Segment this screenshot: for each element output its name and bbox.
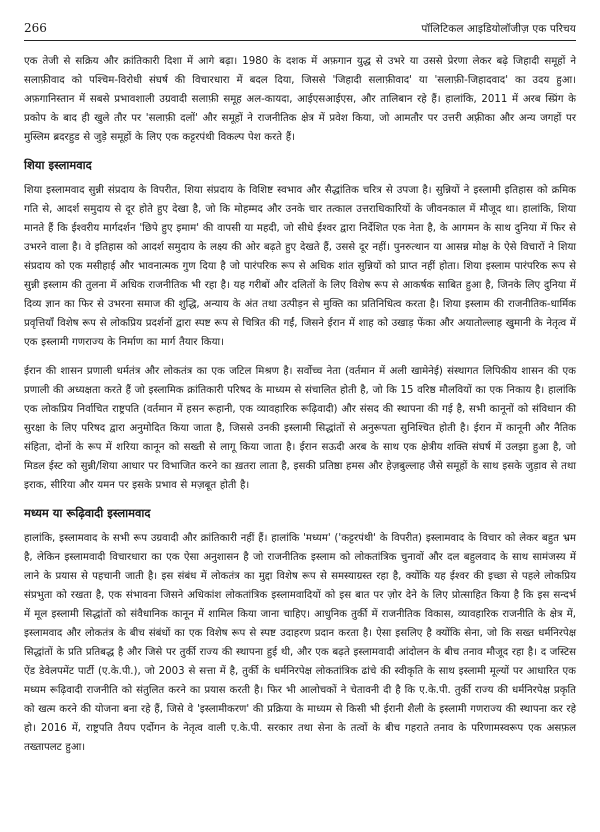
page-number: 266 [24,21,47,35]
paragraph-iran-governance: ईरान की शासन प्रणाली धर्मतंत्र और लोकतंत्र का एक जटिल मिश्रण है। सर्वोच्च नेता (वर्तमान में अली खामेनेई) संस्थागत लिपिकीय शासन की एक प्रणाली की अध्यक्षता करते हैं जो इस्लामिक क्रांतिकारी परिषद के माध्यम से संचालित होती है, जो कि 15 वरिष्ठ मौलवियों का एक निकाय है। हालांकि एक लोकप्रिय निर्वाचित राष्ट्रपति (वर्तमान में हसन रूहानी, एक व्यावहारिक रूढ़िवादी) और संसद की स्थापना की गई है, सभी कानूनों को संविधान की सुरक्षा के लिए परिषद द्वारा अनुमोदित किया जाता है, जिससे उनकी इस्लामी सिद्धांतों से अनुरूपता सुनिश्चित होती है। ईरान में कानूनी और नैतिक संहिता, दोनों के रूप में शरिया कानून को सख्ती से लागू किया जाता है। ईरान सऊदी अरब के साथ एक क्षेत्रीय शक्ति संघर्ष में उलझा हुआ है, जो मिडल ईस्ट को सुन्नी/शिया आधार पर विभाजित करने का ख़तरा लाता है, इसकी प्रतिष्ठा हमस और हेज़बुल्लाह जैसे समूहों के साथ इसके जुड़ाव से तथा इराक, सीरिया और यमन पर इसके प्रभाव से मज़बूत होती है। [24,366,576,491]
paragraph-shia-islamism: शिया इस्लामवाद सुन्नी संप्रदाय के विपरीत, शिया संप्रदाय के विशिष्ट स्वभाव और सैद्धांतिक चरित्र से उपजा है। सुन्नियों ने इस्लामी इतिहास को क्रमिक गति से, आदर्श समुदाय से दूर होते हुए देखा है, जो कि मोहम्मद और उनके चार तत्काल उत्तराधिकारियों के जीवनकाल में मौजूद था। हालांकि, शिया मानते हैं कि ईश्वरीय मार्गदर्शन 'छिपे हुए इमाम' की वापसी या महदी, जो सीधे ईश्वर द्वारा निर्देशित एक नेता है, के आगमन के साथ दुनिया में फिर से उभरने वाला है। वे इतिहास को आदर्श समुदाय के लक्ष्य की ओर बढ़ते हुए देखते हैं, उससे दूर नहीं। पुनरुत्थान या आसन्न मोक्ष के ऐसे विचारों ने शिया संप्रदाय को एक मसीहाई और भावनात्मक गुण दिया है जो पारंपरिक रूप से अधिक शांत सुन्नियों को प्राप्त नहीं होता। शिया इस्लाम पारंपरिक रूप से सुन्नी इस्लाम की तुलना में अधिक राजनीतिक भी रहा है। यह गरीबों और दलितों के लिए विशेष रूप से आकर्षक साबित हुआ है, जिनके लिए दुनिया में दिव्य ज्ञान का फिर से उभरना समाज की शुद्धि, अन्याय के अंत तथा उत्पीड़न से मुक्ति का प्रतिनिधित्व करता है। शिया इस्लाम की राजनीतिक-धार्मिक प्रवृत्तियाँ विशेष रूप से लोकप्रिय प्रदर्शनों द्वारा स्पष्ट रूप से चित्रित की गईं, जिसने ईरान में शाह को उखाड़ फेंका और अयातोल्लाह खुमानी के नेतृत्व में एक इस्लामी गणराज्य के निर्माण का मार्ग तैयार किया। [24,185,576,348]
header-rule [24,40,576,41]
section-heading-shia-islamism: शिया इस्लामवाद [24,158,92,172]
running-header [24,0,576,36]
paragraph-salafi-jihadism: एक तेजी से सक्रिय और क्रांतिकारी दिशा में आगे बढ़ा। 1980 के दशक में अफ़गान युद्ध से उभरे या उससे प्रेरणा लेकर बढ़े जिहादी समूहों ने सलाफ़ीवाद को पश्चिम-विरोधी संघर्ष की विचारधारा में बदल दिया, जिससे 'जिहादी सलाफ़ीवाद' या 'सलाफ़ी-जिहादवाद' का उदय हुआ। अफ़गानिस्तान में सबसे प्रभावशाली उग्रवादी सलाफ़ी समूह अल-कायदा, आईएसआईएस, और तालिबान रहे हैं। हालांकि, 2011 में अरब स्प्रिंग के प्रकोप के बाद ही खुले तौर पर 'सलाफ़ी दलों' और समूहों ने राजनीतिक क्षेत्र में प्रवेश किया, जो आमतौर पर उत्तरी अफ़्रीका और अन्य जगहों पर मुस्लिम ब्रदरहुड से जुड़े समूहों के लिए एक कट्टरपंथी विकल्प पेश करते हैं। [24,56,576,143]
body-text [24,52,576,757]
running-title: पॉलिटिकल आइडियोलॉजीज़ एक परिचय [421,23,576,35]
paragraph-moderate-islamism: हालांकि, इस्लामवाद के सभी रूप उग्रवादी और क्रांतिकारी नहीं हैं। हालांकि 'मध्यम' ('कट्टरपंथी' के विपरीत) इस्लामवाद के विचार को लेकर बहुत भ्रम है, लेकिन इस्लामवादी विचारधारा का एक ऐसा अनुशासन है जो राजनीतिक इस्लाम को लोकतांत्रिक चुनावों और दल बहुलवाद के साथ सामंजस्य में लाने के प्रयास से पहचानी जाती है। इस संबंध में लोकतंत्र का मुद्दा विशेष रूप से समस्याग्रस्त रहा है, क्योंकि यह ईश्वर की इच्छा से पहले लोकप्रिय संप्रभुता को रखता है, एक संभावना जिसने अधिकांश लोकतांत्रिक इस्लामवादियों को इस बात पर ज़ोर देने के लिए प्रोत्साहित किया है कि इस सन्दर्भ में मूल इस्लामी सिद्धांतों को संवैधानिक कानून में शामिल किया जाना चाहिए। आधुनिक तुर्की में राजनीतिक विकास, व्यावहारिक राजनीति के क्षेत्र में, इस्लामवाद और लोकतंत्र के बीच संबंधों का एक विशेष रूप से स्पष्ट उदाहरण प्रदान करता है। ऐसा इसलिए है क्योंकि सेना, जो कि सख्त धर्मनिरपेक्ष सिद्धांतों के प्रति प्रतिबद्ध है और जिसे पर तुर्की राज्य की स्थापना हुई थी, और एक बढ़ते इस्लामवादी आंदोलन के बीच तनाव मौजूद रहा है। द जस्टिस ऐंड डेवेलपमेंट पार्टी (ए.के.पी.), जो 2003 से सत्ता में है, तुर्की के धर्मनिरपेक्ष लोकतांत्रिक ढांचे की स्वीकृति के साथ इस्लामी मूल्यों पर आधारित एक मध्यम रूढ़िवादी राजनीति को संतुलित करने का प्रयास करती है। फिर भी आलोचकों ने चेतावनी दी है कि ए.के.पी. तुर्की राज्य की धर्मनिरपेक्ष प्रकृति को खत्म करने की योजना बना रहे हैं, जिसे वे 'इस्लामीकरण' की प्रक्रिया के माध्यम से किसी भी ईरानी शैली के इस्लामी गणराज्य की स्थापना कर रहे हो। 2016 में, राष्ट्रपति तैयप एर्दोगन के नेतृत्व वाली ए.के.पी. सरकार तथा सेना के तत्वों के बीच गहराते तनाव के परिणामस्वरूप एक असफ़ल तख्तापलट हुआ। [24,533,577,753]
section-heading-moderate-islamism: मध्यम या रूढ़िवादी इस्लामवाद [24,506,151,520]
